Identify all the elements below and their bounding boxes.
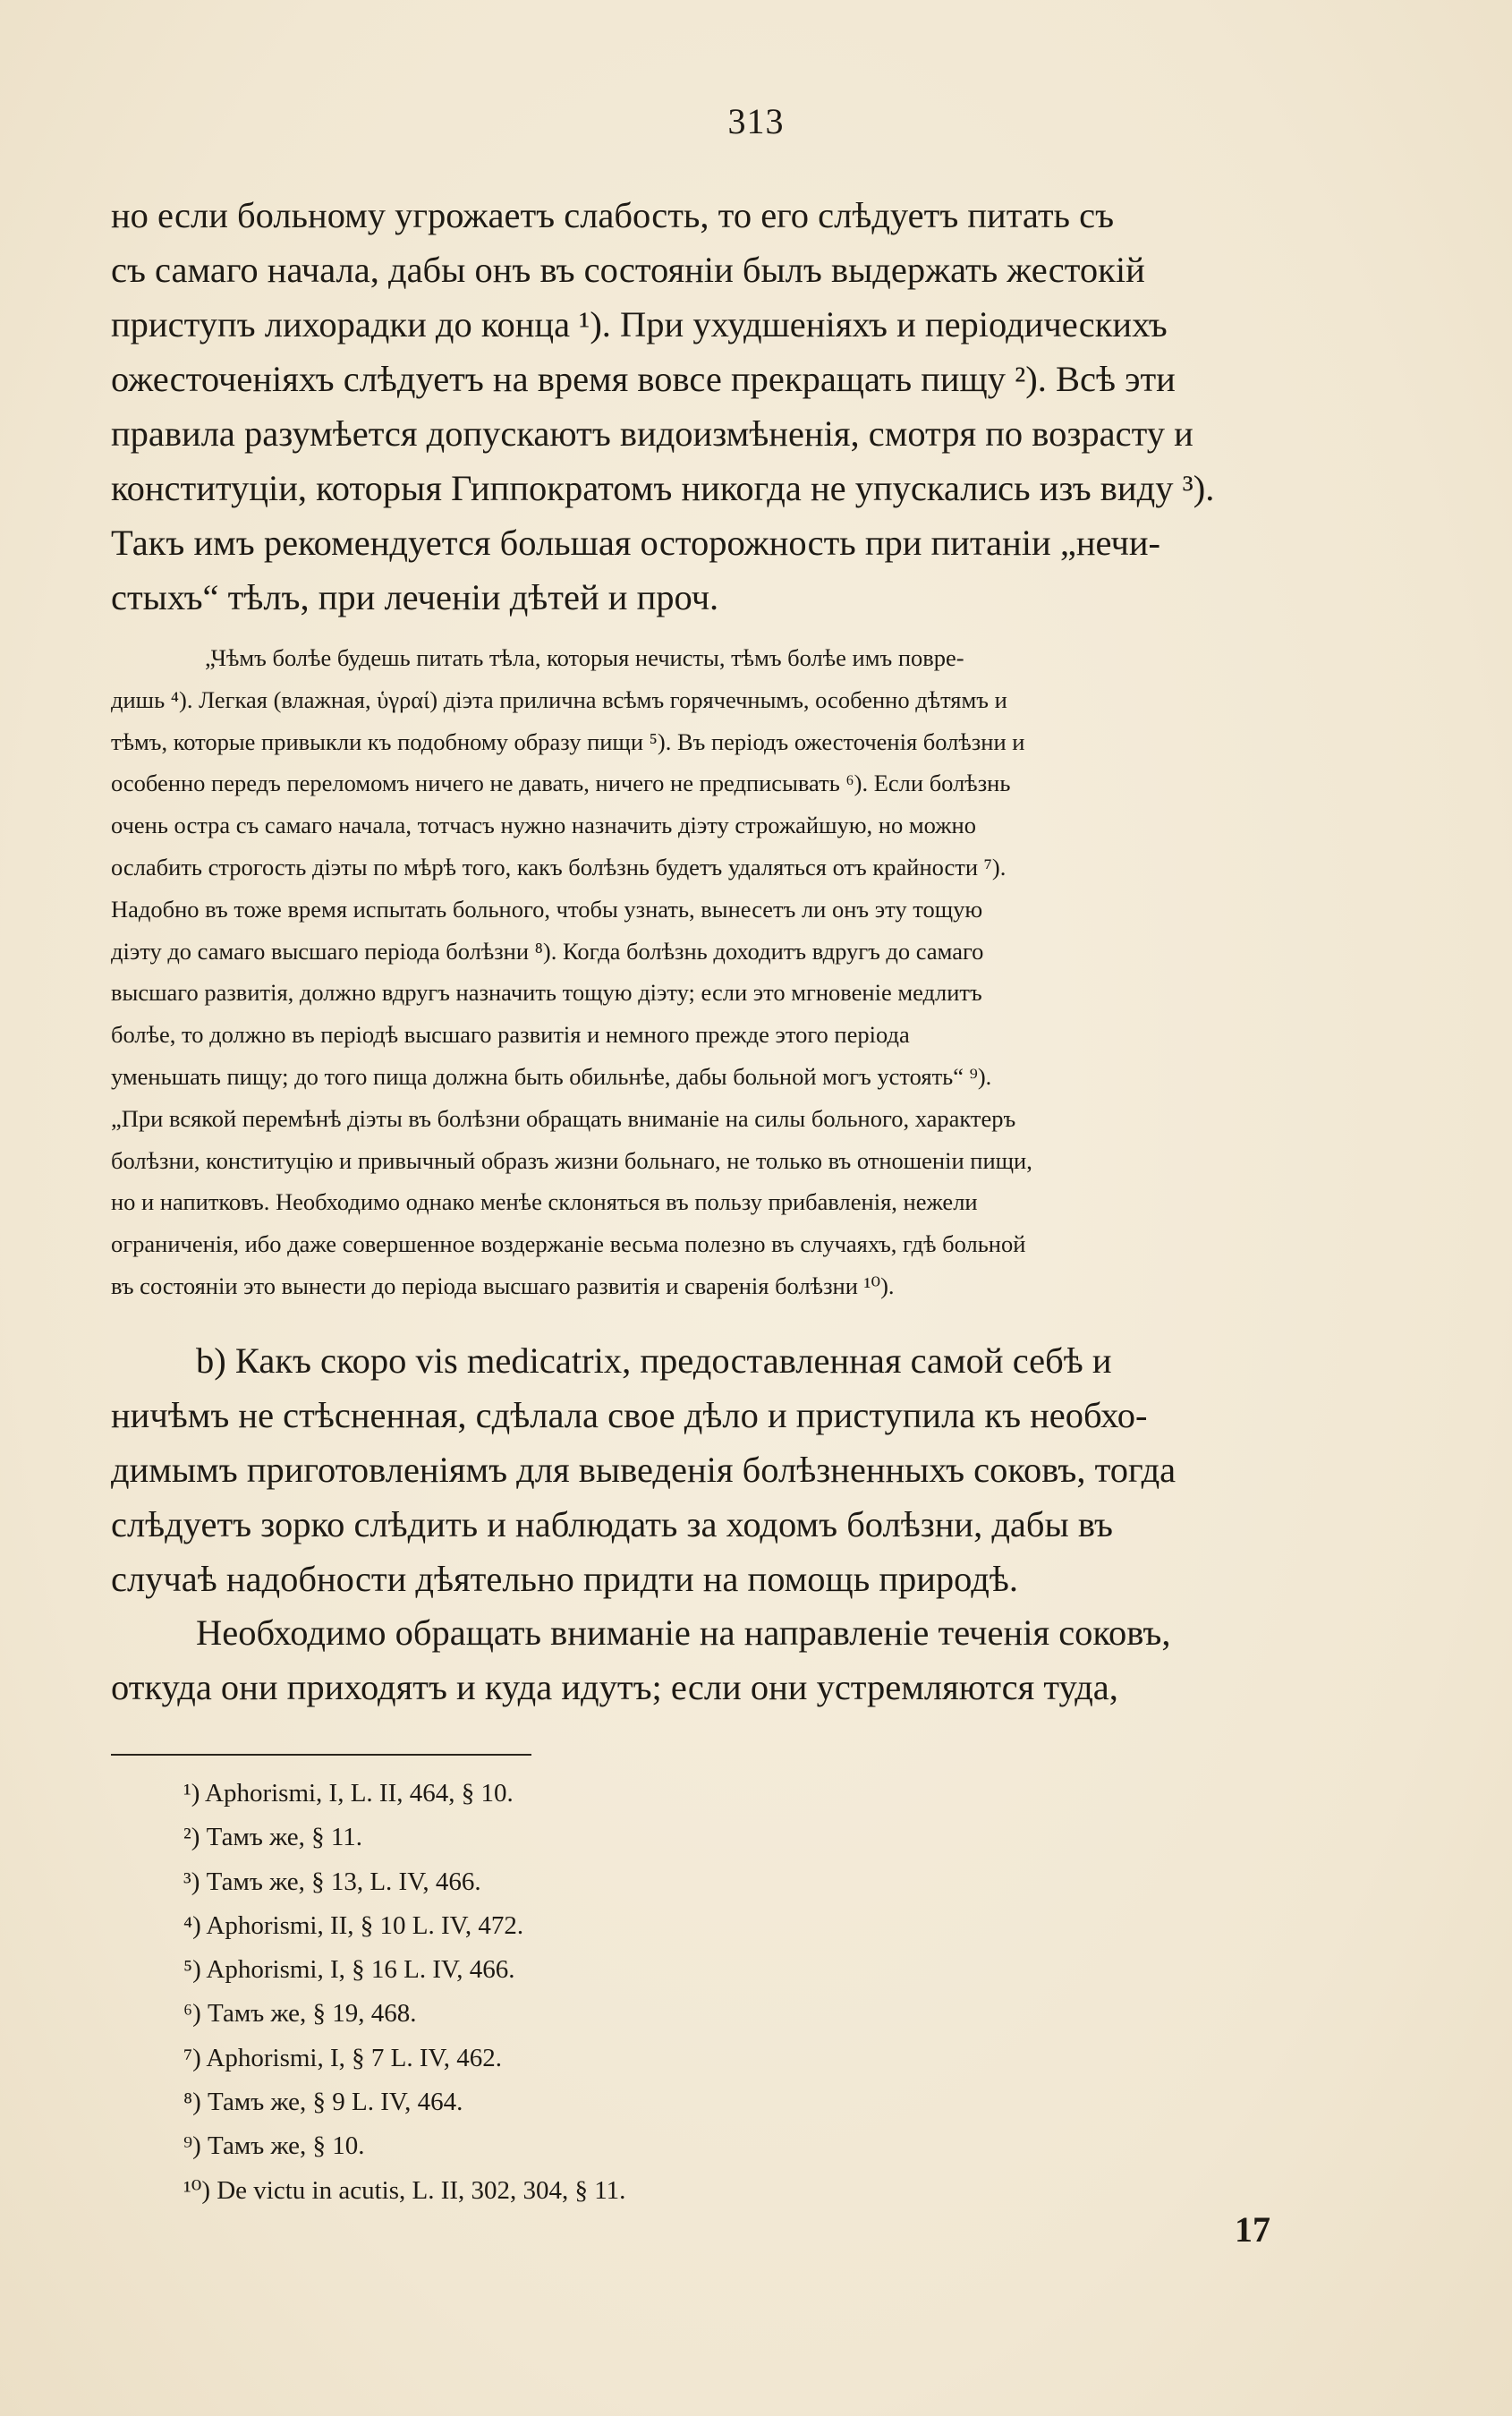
footnote-divider xyxy=(111,1754,531,1756)
quote-line: уменьшать пищу; до того пища должна быть обильнѣе, дабы больной могъ устоять“ ⁹). xyxy=(111,1062,992,1090)
quote-line: ограниченія, ибо даже совершенное воздержаніе весьма полезно въ случаяхъ, гдѣ больной xyxy=(111,1230,1026,1258)
quote-line: дишь ⁴). Легкая (влажная, ὑγραί) діэта прилична всѣмъ горячечнымъ, особенно дѣтямъ и xyxy=(111,685,1007,713)
text-line: димымъ приготовленіямъ для выведенія болѣзненныхъ соковъ, тогда xyxy=(111,1450,1176,1490)
text-line: Необходимо обращать вниманіе на направленіе теченія соковъ, xyxy=(196,1612,1171,1653)
text-line: конституціи, которыя Гиппократомъ никогда не упускались изъ виду ³). xyxy=(111,468,1215,508)
text-line: случаѣ надобности дѣятельно придти на помощь природѣ. xyxy=(111,1559,1018,1599)
quote-line: „При всякой перемѣнѣ діэты въ болѣзни обращать вниманіе на силы больного, характеръ xyxy=(111,1104,1016,1132)
text-line: съ самаго начала, дабы онъ въ состояніи былъ выдержать жестокій xyxy=(111,250,1145,290)
paragraph-c xyxy=(111,1605,1390,1714)
text-line: ничѣмъ не стѣсненная, сдѣлала свое дѣло и приступила къ необхо- xyxy=(111,1395,1148,1435)
text-line: b) Какъ скоро vis medicatrix, предоставленная самой себѣ и xyxy=(196,1340,1112,1381)
quote-line: болѣе, то должно въ періодѣ высшаго развитія и немного прежде этого періода xyxy=(111,1021,910,1049)
footnote: ²) Тамъ же, § 11. xyxy=(183,1823,363,1852)
quote-line: особенно передъ переломомъ ничего не давать, ничего не предписывать ⁶). Если болѣзнь xyxy=(111,770,1011,797)
text-line: приступъ лихорадки до конца ¹). При ухудшеніяхъ и періодическихъ xyxy=(111,304,1168,345)
main-paragraph xyxy=(111,188,1390,625)
footnotes-list xyxy=(183,1772,1168,2213)
quote-line: діэту до самаго высшаго періода болѣзни ⁸). Когда болѣзнь доходитъ вдругъ до самаго xyxy=(111,937,984,965)
text-line: откуда они приходятъ и куда идутъ; если они устремляются туда, xyxy=(111,1667,1118,1707)
quote-line: ослабить строгость діэты по мѣрѣ того, какъ болѣзнь будетъ удаляться отъ крайности ⁷). xyxy=(111,853,1007,880)
footnote: ⁷) Aphorismi, I, § 7 L. IV, 462. xyxy=(183,2043,502,2072)
paragraph-b xyxy=(111,1333,1390,1606)
footnote: ⁵) Aphorismi, I, § 16 L. IV, 466. xyxy=(183,1955,515,1985)
quote-line: болѣзни, конституцію и привычный образъ жизни больнаго, не только въ отношеніи пищи, xyxy=(111,1146,1032,1174)
text-line: Такъ имъ рекомендуется большая осторожность при питаніи „нечи- xyxy=(111,523,1160,563)
footnote: ³) Тамъ же, § 13, L. IV, 466. xyxy=(183,1867,481,1896)
quote-line: „Чѣмъ болѣе будешь питать тѣла, которыя нечисты, тѣмъ болѣе имъ повре- xyxy=(205,644,964,671)
quote-line: но и напитковъ. Необходимо однако менѣе склоняться въ пользу прибавленія, нежели xyxy=(111,1188,978,1216)
page-number: 313 xyxy=(727,101,785,141)
quote-line: Надобно въ тоже время испытать больного, чтобы узнать, вынесетъ ли онъ эту тощую xyxy=(111,895,983,923)
quotation-block xyxy=(111,637,1390,1307)
quote-line: высшаго развитія, должно вдругъ назначить тощую діэту; если это мгновеніе медлитъ xyxy=(111,979,982,1007)
text-line: ожесточеніяхъ слѣдуетъ на время вовсе прекращать пищу ²). Всѣ эти xyxy=(111,359,1176,399)
text-line: слѣдуетъ зорко слѣдить и наблюдать за ходомъ болѣзни, дабы въ xyxy=(111,1504,1113,1544)
footnote: ⁶) Тамъ же, § 19, 468. xyxy=(183,1999,417,2029)
text-line: стыхъ“ тѣлъ, при леченіи дѣтей и проч. xyxy=(111,577,719,617)
text-line: но если больному угрожаетъ слабость, то его слѣдуетъ питать съ xyxy=(111,195,1115,235)
footnote: ⁴) Aphorismi, II, § 10 L. IV, 472. xyxy=(183,1910,524,1940)
footnote: ⁹) Тамъ же, § 10. xyxy=(183,2131,365,2161)
text-line: правила разумѣется допускаютъ видоизмѣненія, смотря по возрасту и xyxy=(111,413,1193,454)
signature-mark: 17 xyxy=(1235,2209,1270,2250)
footnote: ⁸) Тамъ же, § 9 L. IV, 464. xyxy=(183,2088,463,2117)
quote-line: въ состояніи это вынести до періода высшаго развитія и сваренія болѣзни ¹⁰). xyxy=(111,1272,895,1299)
quote-line: тѣмъ, которые привыкли къ подобному образу пищи ⁵). Въ періодъ ожесточенія болѣзни и xyxy=(111,727,1025,755)
quote-line: очень остра съ самаго начала, тотчасъ нужно назначить діэту строжайшую, но можно xyxy=(111,812,976,839)
footnote: ¹) Aphorismi, I, L. II, 464, § 10. xyxy=(183,1779,514,1808)
footnote: ¹⁰) De victu in acutis, L. II, 302, 304, § 11. xyxy=(183,2175,626,2205)
